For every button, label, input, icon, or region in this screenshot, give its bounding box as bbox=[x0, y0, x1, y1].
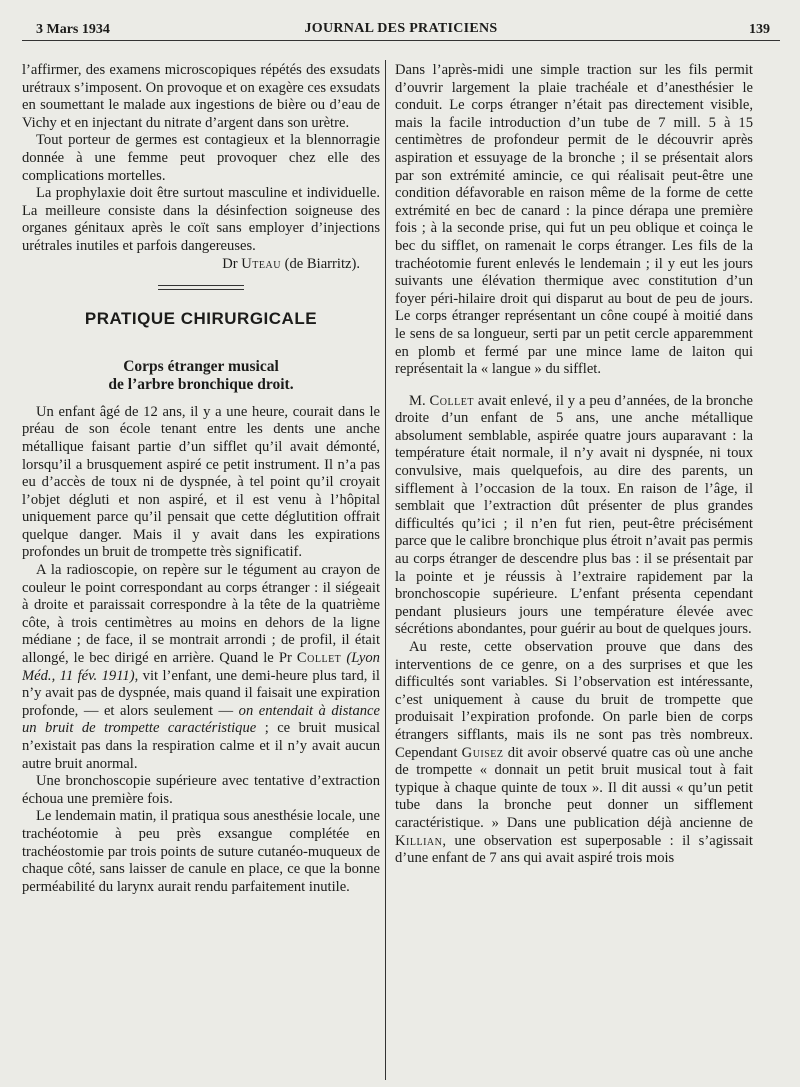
text-run: Au reste, cette observation prouve que dans des interventions de ce genre, on a des surprises et que les difficultés sont variables. Si l’observation est intéressante, c’est uniquement à cause du bruit de trompette que produisait l’expiration profonde. On parle bien de corps étrangers sifflants, mais ils ne sont pas très nombreux. Cependant bbox=[395, 639, 753, 761]
issue-date: 3 Mars 1934 bbox=[36, 22, 110, 37]
article-title bbox=[22, 358, 380, 394]
paragraph: Dans l’après-midi une simple traction sur les fils permit d’ouvrir largement la plaie trachéale et d’anesthésier le conduit. Le corps étranger n’était pas directement visible, mais la facile introduction d’un tube de 7 mill. 5 à 15 centimètres de profondeur permit de le découvrir après aspiration et essuyage de la bronche ; il se présentait alors par son extrémité amincie, ce qui réalisait peut-être une condition défavorable en raison même de la forme de cette extrémité en bec de canard : la pince dérapa une première fois ; à la seconde prise, qui fut un peu oblique et coinça le bec du sifflet, on ramenait le corps étranger. Les fils de la trachéotomie furent enlevés le lendemain ; il y eut les jours suivants une élévation thermique avec constitution d’un foyer péri-hilaire droit qui disparut au bout de peu de jours. Le corps étranger représentant un cône coupé à moitié dans le sens de sa longueur, serti par un petit cercle apparemment en plomb et fermé par une mince lame de laiton qui représentait la « langue » du sifflet. bbox=[395, 62, 753, 378]
section-title: PRATIQUE CHIRURGICALE bbox=[84, 309, 318, 329]
paragraph: Le lendemain matin, il pratiqua sous anesthésie locale, une trachéotomie à peu près exsangue complétée en trachéostomie par trois points de suture cutanéo-muqueux de chaque côté, sans laisser de canule en place, ce que la bonne perméabilité du larynx aurait rendu parfaitement inutile. bbox=[22, 808, 380, 895]
paragraph: l’affirmer, des examens microscopiques répétés des exsudats urétraux s’imposent. On provoque et on exagère ces exsudats en soumettant le malade aux ingestions de bière ou d’eau de Vichy et en injectant du nitrate d’argent dans son urètre. bbox=[22, 62, 380, 131]
article-title-line: Corps étranger musical bbox=[123, 357, 279, 375]
header-rule bbox=[22, 40, 780, 41]
signature-name: Uteau bbox=[241, 255, 281, 272]
author-name: Guisez bbox=[461, 744, 504, 761]
page-number: 139 bbox=[749, 22, 770, 37]
paragraph bbox=[22, 562, 380, 773]
spacer bbox=[395, 379, 753, 393]
text-run: , vit l’enfant, une demi-heure plus tard, il n’y avait pas de dyspnée, mais quand il faisait une expiration profonde, — et alors seulement — bbox=[22, 667, 380, 719]
paragraph bbox=[395, 639, 753, 868]
emphasis: on entendait à distance un bruit de trompette caractéristique bbox=[22, 702, 380, 737]
paragraph: Une bronchoscopie supérieure avec tentative d’extraction échoua une première fois. bbox=[22, 773, 380, 807]
page-header bbox=[30, 18, 772, 42]
author-name: Collet bbox=[296, 650, 342, 667]
left-column bbox=[22, 62, 380, 896]
signature-place: (de Biarritz). bbox=[284, 255, 360, 272]
text-run: ; ce bruit musical n’existait pas dans la respiration calme et il n’y avait aucun autre bruit anormal. bbox=[22, 720, 380, 772]
right-column bbox=[395, 62, 753, 868]
author-name: Killian bbox=[395, 832, 443, 849]
column-divider bbox=[385, 60, 386, 1080]
section-separator bbox=[158, 285, 244, 290]
author-signature bbox=[22, 256, 380, 274]
text-run: Pr bbox=[278, 650, 292, 667]
paragraph: La prophylaxie doit être surtout masculine et individuelle. La meilleure consiste dans la désinfection soigneuse des organes génitaux après le coït sans employer d’injections urétrales inutiles et parfois dangereuses. bbox=[22, 185, 380, 254]
text-run: avait enlevé, il y a peu d’années, de la bronche droite d’un enfant de 5 ans, une anche métallique absolument semblable, aspirée quatre jours auparavant : la température était normale, il n’y avait ni dyspnée, ni toux convulsive, mais quelquefois, au dire des parents, un sifflement à l’occasion de la toux. En raison de l’âge, il semblait que l’extraction dût présenter de plus grandes difficultés qu’ici ; il n’en fut rien, peut-être précisément parce que le calibre bronchique plus étroit n’avait pas permis au corps étranger de descendre plus bas : il se présentait par la pointe et je réussis à l’extraire rapidement par la bronchoscopie supérieure. L’enfant présenta cependant pendant plusieurs jours une température élevée avec sécrétions abondantes, pour guérir au bout de quelques jours. bbox=[395, 392, 753, 638]
journal-title: JOURNAL DES PRATICIENS bbox=[304, 21, 498, 36]
citation: (Lyon Méd., 11 fév. 1911) bbox=[22, 650, 380, 684]
signature-title: Dr bbox=[222, 255, 238, 272]
article-title-line: de l’arbre bronchique droit. bbox=[108, 375, 294, 393]
paragraph: Tout porteur de germes est contagieux et la blennorragie donnée à une femme peut provoquer chez elle des complications mortelles. bbox=[22, 132, 380, 184]
paragraph: Un enfant âgé de 12 ans, il y a une heure, courait dans le préau de son école tenant entre les dents une anche métallique faisant partie d’un sifflet qu’il avait démonté, lorsqu’il a brusquement aspiré ce petit instrument. Il n’a pas eu d’accès de toux ni de dyspnée, à tel point qu’il croyait l’objet dégluti et non aspiré, et il est venu à l’hôpital uniquement parce qu’il pensait que cette déglutition offrait quelque danger. Mais il y avait dans les expirations profondes un bruit de trompette très significatif. bbox=[22, 403, 380, 561]
author-name: Collet bbox=[429, 392, 474, 409]
text-run: M. bbox=[409, 392, 426, 409]
text-run: A la radioscopie, on repère sur le tégument au crayon de couleur le point correspondant au corps étranger : il siégeait à droite et paraissait correspondre à la tête de la quatrième côte, à trois centimètres au moins en dehors de la ligne médiane ; de face, il se montrait arrondi ; de profil, il était allongé, le bec dirigé en arrière. Quand le bbox=[22, 562, 380, 667]
text-run: dit avoir observé quatre cas où une anche de trompette « donnait un petit bruit musical tout à fait typique à chaque quinte de toux ». Il dit aussi « qu’un petit tube dans la bronche peut donner un sifflement caractéristique. » Dans une publication déjà ancienne de bbox=[395, 744, 753, 831]
paragraph bbox=[395, 393, 753, 639]
text-run: , une observation est superposable : il s’agissait d’une enfant de 7 ans qui avait aspiré trois mois bbox=[395, 832, 753, 867]
